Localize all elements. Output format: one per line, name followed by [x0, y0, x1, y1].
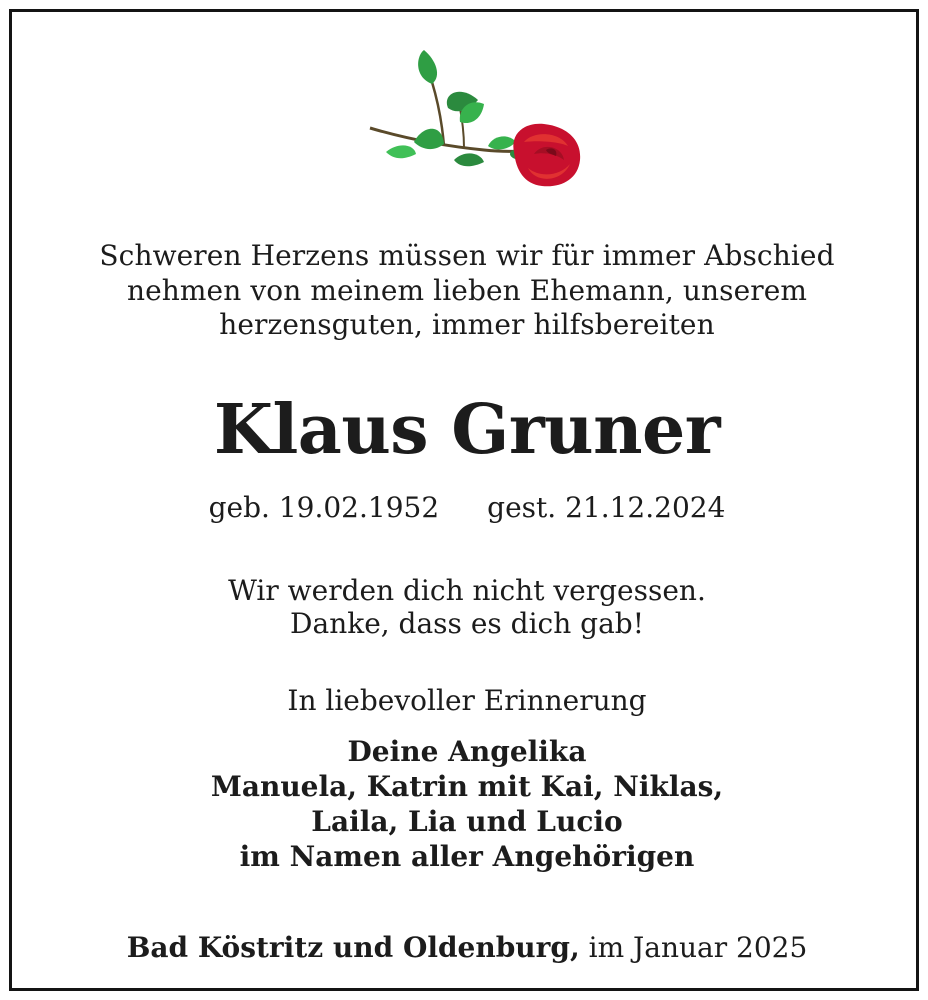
footer-date: im Januar 2025 — [588, 931, 808, 964]
footer-line — [12, 931, 922, 964]
obituary-frame — [9, 9, 919, 991]
intro-line-3: herzensguten, immer hilfsbereiten — [219, 308, 715, 341]
footer-place: Bad Köstritz und Oldenburg, — [126, 931, 580, 964]
rose-leaf — [488, 136, 516, 149]
quote-line-2: Danke, dass es dich gab! — [290, 607, 644, 640]
intro-line-2: nehmen von meinem lieben Ehemann, unserem — [126, 274, 808, 307]
deceased-name: Klaus Gruner — [213, 390, 721, 470]
rose-leaf — [414, 129, 444, 149]
red-rose-icon — [364, 42, 589, 192]
remembrance-line: In liebevoller Erinnerung — [287, 684, 647, 717]
death-date: gest. 21.12.2024 — [487, 491, 726, 524]
rose-leaf — [454, 153, 484, 166]
family-line-1: Deine Angelika — [347, 735, 587, 768]
rose-leaf — [386, 145, 416, 158]
family-line-3: Laila, Lia und Lucio — [311, 805, 623, 838]
intro-line-1: Schweren Herzens müssen wir für immer Abschied — [99, 239, 835, 272]
birth-date: geb. 19.02.1952 — [208, 491, 440, 524]
family-line-4: im Namen aller Angehörigen — [239, 840, 695, 873]
family-line-2: Manuela, Katrin mit Kai, Niklas, — [210, 770, 724, 803]
rose-leaf — [418, 50, 437, 84]
quote-line-1: Wir werden dich nicht vergessen. — [228, 574, 706, 607]
life-dates — [12, 491, 922, 524]
